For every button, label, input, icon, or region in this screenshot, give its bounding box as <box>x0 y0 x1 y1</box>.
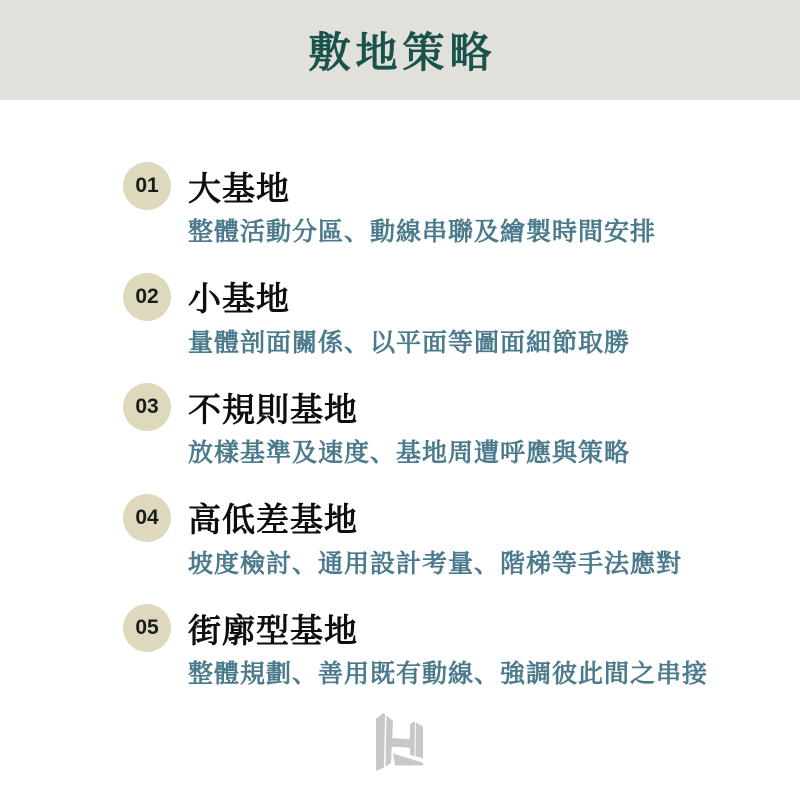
list-item <box>123 604 708 690</box>
item-title: 大基地 <box>188 169 290 207</box>
item-head <box>123 604 708 652</box>
strategy-list <box>123 162 708 690</box>
item-title: 不規則基地 <box>188 390 358 428</box>
item-title: 高低差基地 <box>188 501 358 538</box>
item-description: 坡度檢討、通用設計考量、階梯等手法應對 <box>188 549 683 578</box>
item-head <box>123 162 708 210</box>
item-head <box>123 273 708 321</box>
item-title: 街廓型基地 <box>188 611 358 649</box>
list-item <box>123 162 708 248</box>
item-number-badge: 02 <box>123 273 171 321</box>
list-item <box>123 494 708 580</box>
item-head <box>123 383 708 431</box>
slide-header <box>0 0 800 100</box>
page-title: 敷地策略 <box>308 29 497 76</box>
item-number-badge: 05 <box>123 604 171 652</box>
item-description: 整體活動分區、動線串聯及繪製時間安排 <box>188 218 657 246</box>
list-item <box>123 383 708 469</box>
item-title: 小基地 <box>188 280 290 317</box>
item-description: 放樣基準及速度、基地周遭呼應與策略 <box>188 439 631 467</box>
item-description: 量體剖面關係、以平面等圖面細節取勝 <box>188 328 631 357</box>
list-item <box>123 273 708 359</box>
item-head <box>123 494 708 542</box>
item-number-badge: 03 <box>123 383 171 431</box>
item-number-badge: 04 <box>123 494 171 542</box>
perspective-h-doors-logo-icon <box>375 712 425 774</box>
item-number-badge: 01 <box>123 162 171 210</box>
item-description: 整體規劃、善用既有動線、強調彼此間之串接 <box>188 660 709 688</box>
